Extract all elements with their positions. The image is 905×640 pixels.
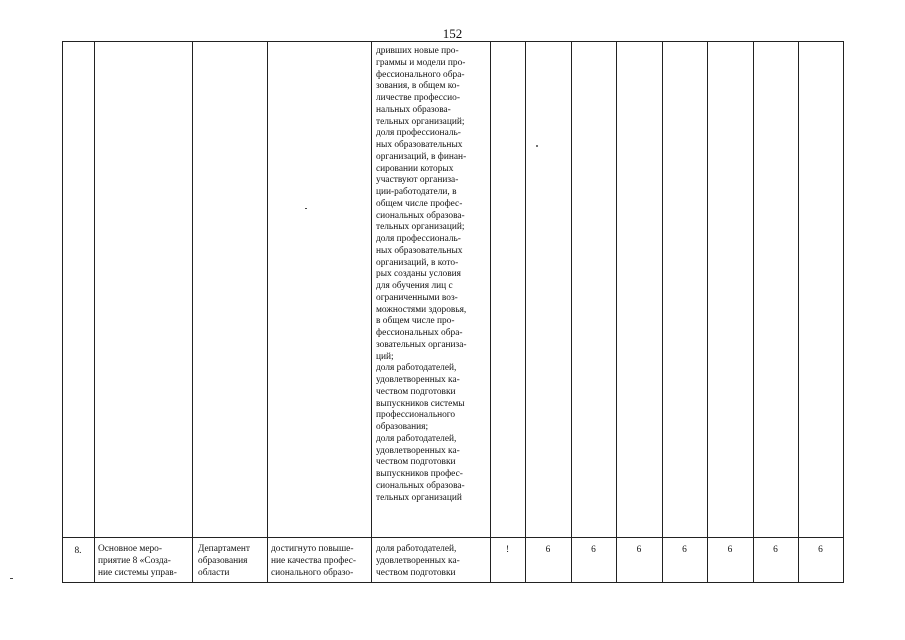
row-8-number: 8. xyxy=(74,546,82,556)
text-line: профессионального xyxy=(376,410,456,421)
scan-speck xyxy=(305,208,307,209)
scan-speck xyxy=(536,145,538,147)
text-line: доля профессиональ- xyxy=(376,234,461,244)
text-line: выпускников профес- xyxy=(376,469,463,479)
text-line: рых созданы условия xyxy=(376,269,461,280)
text-line: ции-работодатели, в xyxy=(376,187,457,197)
text-line: доля работодателей, xyxy=(376,433,457,444)
text-line: ограниченными воз- xyxy=(376,292,458,303)
column-border xyxy=(843,41,844,583)
text-line: зовательных организа- xyxy=(376,339,467,350)
text-line: образования; xyxy=(376,422,429,432)
text-line: сиональных образова- xyxy=(376,210,465,221)
text-line: участвуют организа- xyxy=(376,175,459,186)
column-border xyxy=(616,41,617,583)
text-line: для обучения лиц с xyxy=(376,281,453,291)
text-line: граммы и модели про- xyxy=(376,57,466,68)
text-line: фессионального обра- xyxy=(376,69,465,80)
text-line: тельных организаций; xyxy=(376,116,465,127)
measures-table xyxy=(62,41,844,583)
text-line: ных образовательных xyxy=(376,140,463,150)
page-number: 152 xyxy=(442,26,463,41)
table-bottom-border xyxy=(62,582,844,583)
text-line: чеством подготовки xyxy=(376,567,456,578)
column-border xyxy=(94,41,95,583)
text-line: сировании которых xyxy=(376,163,454,174)
text-line: ние системы управ- xyxy=(98,567,177,578)
row-divider xyxy=(62,537,844,538)
text-line: в общем числе про- xyxy=(376,316,455,327)
row-8-mark: ! xyxy=(505,545,510,555)
margin-mark xyxy=(10,578,13,579)
text-line: зования, в общем ко- xyxy=(376,81,460,92)
text-line: сионального образо- xyxy=(271,567,354,578)
text-line: чеством подготовки xyxy=(376,457,456,468)
text-line: области xyxy=(198,567,230,578)
text-line: удовлетворенных ка- xyxy=(376,375,460,385)
text-line: удовлетворенных ка- xyxy=(376,445,460,456)
column-border xyxy=(798,41,799,583)
text-line: ных образовательных xyxy=(376,245,463,256)
row-8-value: 6 xyxy=(773,545,778,555)
text-line: образования xyxy=(198,555,248,566)
column-border xyxy=(371,41,372,583)
column-border xyxy=(525,41,526,583)
text-line: Департамент xyxy=(198,544,250,554)
column-border xyxy=(753,41,754,583)
text-line: ние качества профес- xyxy=(271,555,357,566)
text-line: тельных организаций; xyxy=(376,222,465,233)
text-line: организаций, в кото- xyxy=(376,257,459,268)
text-line: Основное меро- xyxy=(98,544,162,554)
row-8-value: 6 xyxy=(682,545,687,555)
row-8-result xyxy=(271,544,356,579)
text-line: личестве профессио- xyxy=(376,93,460,103)
row-8-value: 6 xyxy=(818,545,823,555)
column-border xyxy=(662,41,663,583)
text-line: удовлетворенных ка- xyxy=(376,555,460,566)
text-line: нальных образова- xyxy=(376,104,451,115)
text-line: фессиональных обра- xyxy=(376,328,463,338)
text-line: достигнуто повыше- xyxy=(271,544,354,554)
row-8-value: 6 xyxy=(591,545,596,555)
column-border xyxy=(490,41,491,583)
text-line: выпускников системы xyxy=(376,398,465,409)
column-border xyxy=(707,41,708,583)
column-border xyxy=(267,41,268,583)
column-border xyxy=(571,41,572,583)
row-8-indicator xyxy=(376,544,460,579)
text-line: можностями здоровья, xyxy=(376,304,467,315)
column-border xyxy=(192,41,193,583)
text-line: доля работодателей, xyxy=(376,363,457,374)
text-line: дривших новые про- xyxy=(376,46,459,56)
text-line: доля работодателей, xyxy=(376,544,457,554)
row-8-measure xyxy=(98,544,177,579)
row-8-value: 6 xyxy=(636,545,642,555)
text-line: ций; xyxy=(376,351,394,362)
text-line: тельных организаций xyxy=(376,492,462,503)
column-border xyxy=(62,41,63,583)
table-top-border xyxy=(62,41,844,42)
row-8-executor xyxy=(198,544,250,579)
text-line: общем числе профес- xyxy=(376,198,463,209)
text-line: приятие 8 «Созда- xyxy=(98,555,171,566)
text-line: организаций, в финан- xyxy=(376,151,467,162)
indicator-cell-continued xyxy=(376,46,467,504)
text-line: чеством подготовки xyxy=(376,386,456,397)
row-8-value: 6 xyxy=(545,545,551,555)
row-8-value: 6 xyxy=(727,545,733,555)
text-line: доля профессиональ- xyxy=(376,128,461,139)
text-line: сиональных образова- xyxy=(376,480,465,491)
